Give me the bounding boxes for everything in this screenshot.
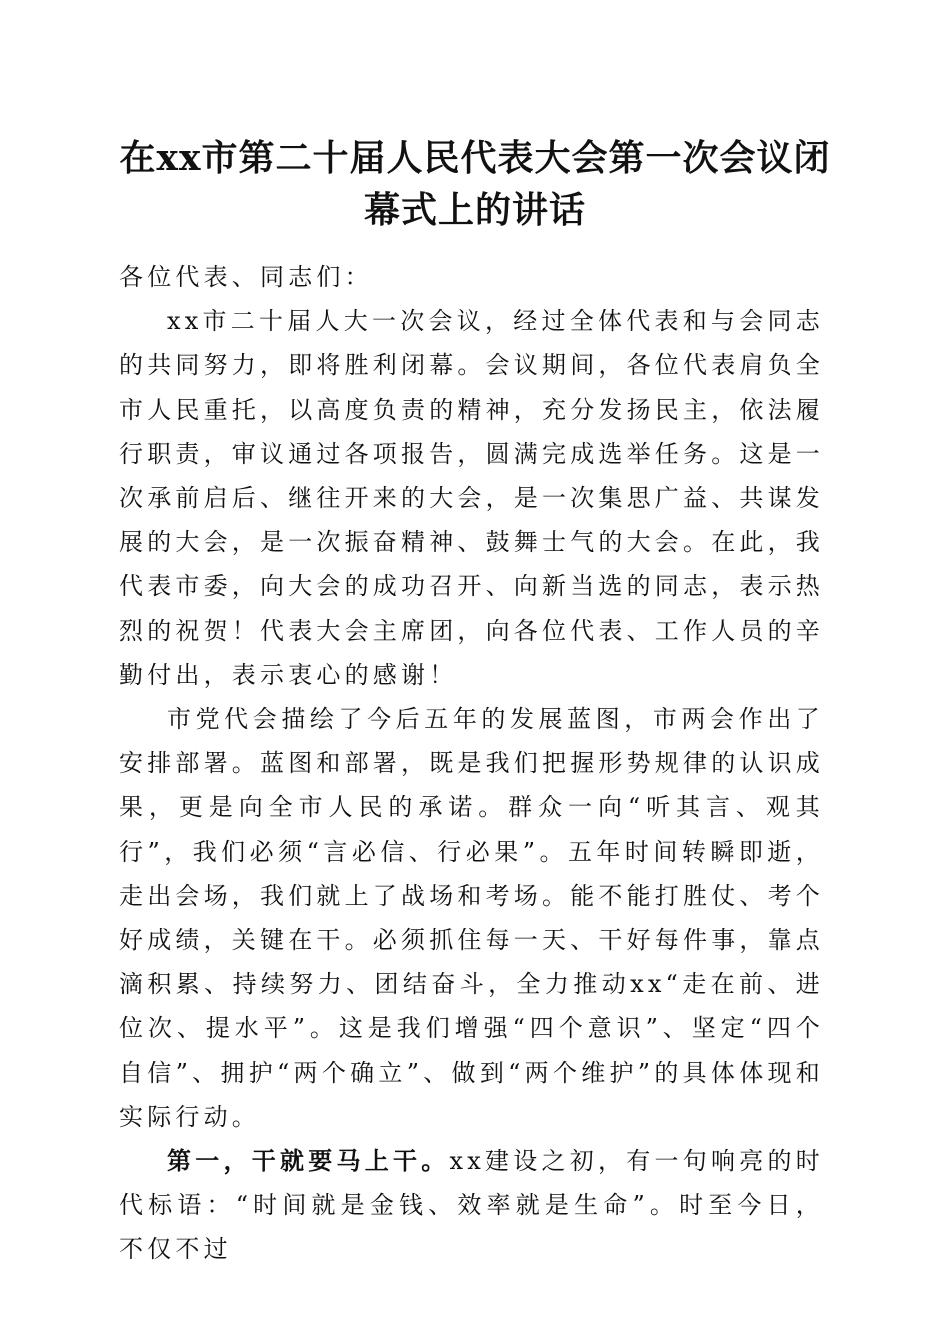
paragraph-2: 市党代会描绘了今后五年的发展蓝图，市两会作出了安排部署。蓝图和部署，既是我们把握形势规律的认识成果，更是向全市人民的承诺。群众一向“听其言、观其行”，我们必须“言必信、行必果”。五年时间转瞬即逝，走出会场，我们就上了战场和考场。能不能打胜仗、考个好成绩，关键在干。必须抓住每一天、干好每件事，靠点滴积累、持续努力、团结奋斗，全力推动xx“走在前、进位次、提水平”。这是我们增强“四个意识”、坚定“四个自信”、拥护“两个确立”、做到“两个维护”的具体体现和实际行动。 (119, 705, 824, 1131)
salutation: 各位代表、同志们： (119, 263, 373, 291)
title-line-2: 幕式上的讲话 (363, 189, 586, 231)
document-body (119, 255, 824, 1272)
paragraph-3-text: xx建设之初，有一句响亮的时代标语：“时间就是金钱、效率就是生命”。时至今日，不仅不过 (119, 1147, 824, 1264)
paragraph-1: xx市二十届人大一次会议，经过全体代表和与会同志的共同努力，即将胜利闭幕。会议期间，各位代表肩负全市人民重托，以高度负责的精神，充分发扬民主，依法履行职责，审议通过各项报告，圆满完成选举任务。这是一次承前启后、继往开来的大会，是一次集思广益、共谋发展的大会，是一次振奋精神、鼓舞士气的大会。在此，我代表市委，向大会的成功召开、向新当选的同志，表示热烈的祝贺！代表大会主席团，向各位代表、工作人员的辛勤付出，表示衷心的感谢！ (119, 307, 824, 689)
paragraph-3-heading: 第一，干就要马上干。 (167, 1146, 450, 1176)
title-line-1: 在xx市第二十届人民代表大会第一次会议闭 (119, 137, 831, 179)
document-title (100, 132, 850, 236)
paragraph-3 (119, 1139, 824, 1272)
